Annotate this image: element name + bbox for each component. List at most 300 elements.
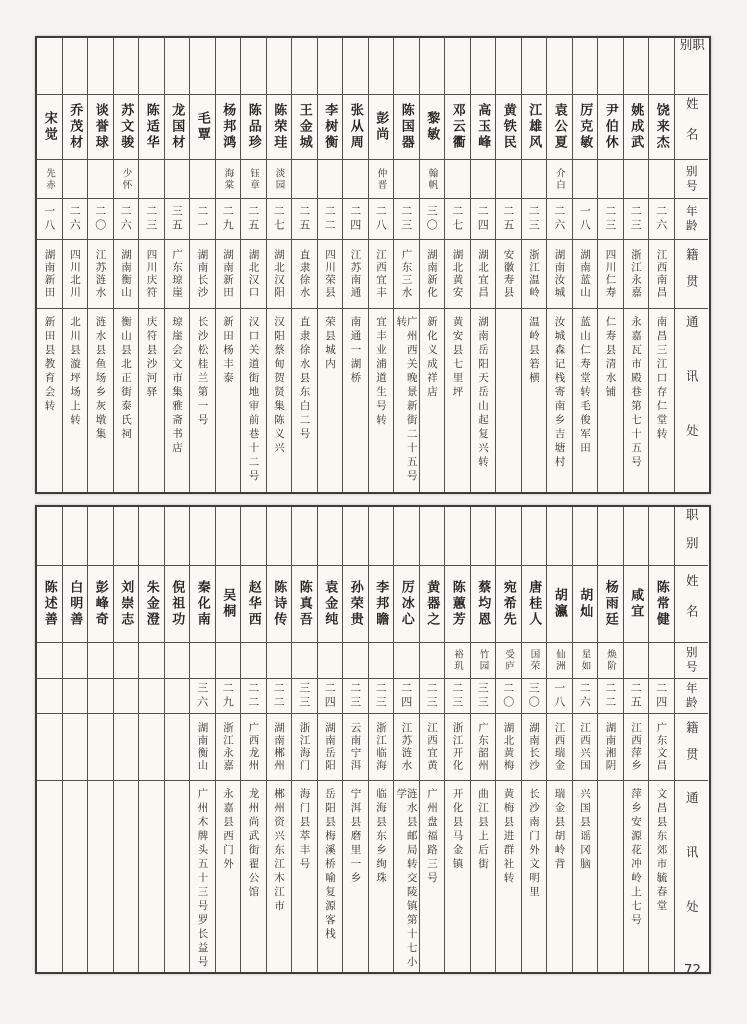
name-cell: 厉冰心 <box>394 566 419 643</box>
zhibie-cell <box>471 507 496 566</box>
zhibie-cell <box>471 38 496 95</box>
age-cell: 二五 <box>292 199 317 240</box>
address-cell <box>88 781 113 972</box>
origin-cell: 四川仁寿 <box>598 240 623 309</box>
name-cell: 袁公夏 <box>547 95 572 160</box>
address-cell: 临海县东乡绚珠 <box>375 788 387 886</box>
hao-cell <box>63 160 88 199</box>
hao-cell <box>37 643 62 679</box>
name-cell: 白明善 <box>63 566 88 643</box>
address-cell: 南通一湖桥 <box>349 316 362 386</box>
address-cell: 新田杨丰泰 <box>222 316 234 386</box>
address-cell: 直隶徐水县东白二号 <box>298 316 311 442</box>
age-cell: 二三 <box>343 679 368 714</box>
age-cell: 一八 <box>547 679 572 714</box>
origin-cell <box>114 714 139 781</box>
origin-cell: 江西萍乡 <box>624 714 649 781</box>
origin-cell: 江苏涟水 <box>394 714 419 781</box>
age-cell <box>114 679 139 714</box>
age-cell: 二二 <box>598 679 623 714</box>
age-cell: 二三 <box>598 199 623 240</box>
name-cell: 邓云衢 <box>445 95 470 160</box>
age-cell: 二四 <box>318 679 343 714</box>
age-cell: 一八 <box>573 199 598 240</box>
age-cell: 二四 <box>649 679 674 714</box>
hao-cell <box>343 643 368 679</box>
hao-cell: 翰帆 <box>420 160 445 199</box>
zhibie-cell <box>522 38 547 95</box>
name-cell: 杨雨廷 <box>598 566 623 643</box>
entry-column <box>623 507 649 972</box>
age-cell: 二八 <box>369 199 394 240</box>
age-cell: 三〇 <box>420 199 445 240</box>
origin-cell: 广东文昌 <box>649 714 674 781</box>
hao-cell <box>139 643 164 679</box>
entry-column <box>342 38 368 492</box>
address-cell: 新田县教育会转 <box>43 316 56 414</box>
address-cell <box>496 309 521 492</box>
name-cell: 赵华西 <box>241 566 266 643</box>
name-cell: 陈常健 <box>649 566 674 643</box>
address-cell: 长沙南门外文明里 <box>528 788 540 900</box>
entry-column <box>189 507 215 972</box>
address-cell: 涟水县鱼场乡灰墩集 <box>94 316 107 442</box>
hao-cell <box>165 160 190 199</box>
name-cell: 江雄风 <box>522 95 547 160</box>
address-cell: 广州西关晚景新街二十五号转 <box>395 316 418 484</box>
zhibie-cell <box>445 38 470 95</box>
address-cell: 广州木牌头五十三号罗长益号 <box>196 788 209 970</box>
entry-column <box>138 507 164 972</box>
origin-cell: 湖南岳阳 <box>318 714 343 781</box>
name-cell: 陈国器 <box>394 95 419 160</box>
origin-cell: 江西宜黄 <box>420 714 445 781</box>
scanned-page <box>35 36 711 974</box>
hao-cell <box>241 643 266 679</box>
origin-cell: 浙江临海 <box>369 714 394 781</box>
origin-cell: 湖南新田 <box>37 240 62 309</box>
address-cell: 长沙松桂兰第一号 <box>196 316 209 428</box>
zhibie-cell <box>496 507 521 566</box>
zhibie-cell <box>114 507 139 566</box>
zhibie-cell <box>343 38 368 95</box>
name-cell: 谈誉球 <box>88 95 113 160</box>
name-cell: 秦化南 <box>190 566 215 643</box>
age-cell: 二九 <box>216 679 241 714</box>
hao-cell <box>267 643 292 679</box>
origin-cell: 湖南蓝山 <box>573 240 598 309</box>
origin-cell: 广东三水 <box>394 240 419 309</box>
origin-cell <box>165 714 190 781</box>
entry-column <box>495 507 521 972</box>
table-separator <box>35 494 711 505</box>
zhibie-cell <box>216 38 241 95</box>
address-cell: 北川县漩坪场上转 <box>69 316 81 428</box>
zhibie-cell <box>369 38 394 95</box>
hao-cell: 仲晋 <box>369 160 394 199</box>
name-cell: 蔡均恩 <box>471 566 496 643</box>
zhibie-cell <box>547 507 572 566</box>
address-cell: 汝城森记栈寄南乡吉塘村 <box>553 316 566 470</box>
hao-cell: 竹园 <box>471 643 496 679</box>
header-hao-label: 别号 <box>675 160 708 199</box>
zhibie-cell <box>649 38 674 95</box>
entry-column <box>317 38 343 492</box>
origin-cell: 江西南昌 <box>649 240 674 309</box>
zhibie-cell <box>649 507 674 566</box>
entry-column <box>648 38 674 492</box>
hao-cell <box>88 160 113 199</box>
name-cell: 杨邦鸿 <box>216 95 241 160</box>
header-address-label: 通讯处 <box>684 791 700 955</box>
age-cell: 二三 <box>369 679 394 714</box>
entry-column <box>419 38 445 492</box>
origin-cell: 浙江永嘉 <box>624 240 649 309</box>
hao-cell: 少怀 <box>114 160 139 199</box>
address-cell: 宜丰业浦道生号转 <box>375 316 387 428</box>
hao-cell <box>190 160 215 199</box>
zhibie-cell <box>573 507 598 566</box>
address-cell <box>37 781 62 972</box>
hao-cell <box>624 160 649 199</box>
address-cell: 瑞金县胡岭背 <box>553 788 566 872</box>
address-cell: 文昌县东郊市毓春堂 <box>655 788 668 914</box>
address-cell: 仁寿县清水铺 <box>604 316 617 400</box>
zhibie-cell <box>190 38 215 95</box>
zhibie-cell <box>190 507 215 566</box>
origin-cell: 湖北汉阳 <box>267 240 292 309</box>
origin-cell: 四川北川 <box>63 240 88 309</box>
address-cell <box>114 781 139 972</box>
origin-cell: 广东韶州 <box>471 714 496 781</box>
name-cell: 高玉峰 <box>471 95 496 160</box>
hao-cell <box>394 643 419 679</box>
name-cell: 李邦瞻 <box>369 566 394 643</box>
address-cell <box>598 781 623 972</box>
name-cell: 陈荣珪 <box>267 95 292 160</box>
hao-cell <box>598 160 623 199</box>
entry-column <box>470 38 496 492</box>
zhibie-cell <box>267 507 292 566</box>
zhibie-cell <box>88 38 113 95</box>
age-cell: 二〇 <box>88 199 113 240</box>
hao-cell: 海棠 <box>216 160 241 199</box>
zhibie-cell <box>624 38 649 95</box>
zhibie-cell <box>63 38 88 95</box>
age-cell: 二五 <box>496 199 521 240</box>
entry-column <box>623 38 649 492</box>
entry-column <box>546 38 572 492</box>
address-cell: 龙州尚武街翟公馆 <box>247 788 260 900</box>
entry-column <box>317 507 343 972</box>
zhibie-cell <box>292 507 317 566</box>
age-cell: 二九 <box>216 199 241 240</box>
hao-cell <box>139 160 164 199</box>
origin-cell: 湖北黄安 <box>445 240 470 309</box>
hao-cell <box>496 160 521 199</box>
age-cell: 二四 <box>471 199 496 240</box>
name-cell: 乔茂材 <box>63 95 88 160</box>
hao-cell <box>292 160 317 199</box>
address-cell: 南昌三江口存仁堂转 <box>655 316 668 442</box>
age-cell: 二三 <box>139 199 164 240</box>
name-cell: 苏文骏 <box>114 95 139 160</box>
age-cell: 二二 <box>318 199 343 240</box>
entry-column <box>368 507 394 972</box>
entry-column <box>572 38 598 492</box>
address-cell: 兴国县谣冈脑 <box>579 788 591 872</box>
name-cell: 毛覃 <box>190 95 215 160</box>
zhibie-cell <box>573 38 598 95</box>
zhibie-cell <box>267 38 292 95</box>
name-cell: 袁金纯 <box>318 566 343 643</box>
address-cell: 永嘉瓦市殿巷第七十五号 <box>630 316 642 470</box>
page-number: 72 <box>683 962 701 978</box>
header-hao-label: 别号 <box>675 643 708 679</box>
hao-cell: 国荣 <box>522 643 547 679</box>
origin-cell: 浙江海门 <box>292 714 317 781</box>
zhibie-cell <box>165 38 190 95</box>
hao-cell <box>114 643 139 679</box>
age-cell: 二〇 <box>496 679 521 714</box>
zhibie-cell <box>598 507 623 566</box>
entry-column <box>393 38 419 492</box>
hao-cell <box>292 643 317 679</box>
entry-column <box>87 507 113 972</box>
header-name-label: 姓名 <box>675 95 708 160</box>
origin-cell: 江西兴国 <box>573 714 598 781</box>
header-address-label: 通讯处 <box>684 315 700 479</box>
age-cell <box>63 679 88 714</box>
name-cell: 陈品珍 <box>241 95 266 160</box>
zhibie-cell <box>369 507 394 566</box>
header-origin-label: 籍贯 <box>675 240 708 309</box>
entry-column <box>470 507 496 972</box>
entry-column <box>113 507 139 972</box>
name-cell: 张从周 <box>343 95 368 160</box>
entry-column <box>342 507 368 972</box>
zhibie-cell <box>420 38 445 95</box>
age-cell: 二三 <box>445 679 470 714</box>
entry-column <box>215 38 241 492</box>
zhibie-cell <box>547 38 572 95</box>
origin-cell: 湖南长沙 <box>522 714 547 781</box>
header-zhibie-label: 职别 <box>675 38 708 95</box>
name-cell: 陈诗传 <box>267 566 292 643</box>
age-cell: 二四 <box>394 679 419 714</box>
name-cell: 胡灿 <box>573 566 598 643</box>
entry-column <box>291 507 317 972</box>
zhibie-cell <box>88 507 113 566</box>
zhibie-cell <box>241 38 266 95</box>
age-cell: 三五 <box>165 199 190 240</box>
entry-column <box>597 38 623 492</box>
hao-cell <box>369 643 394 679</box>
name-cell: 孙荣贵 <box>343 566 368 643</box>
origin-cell: 浙江开化 <box>445 714 470 781</box>
origin-cell <box>88 714 113 781</box>
zhibie-cell <box>114 38 139 95</box>
address-cell: 汉口关道街地审前巷十二号 <box>247 316 260 484</box>
origin-cell: 湖南衡山 <box>114 240 139 309</box>
age-cell <box>88 679 113 714</box>
entry-column <box>444 507 470 972</box>
hao-cell: 钰章 <box>241 160 266 199</box>
entry-column <box>521 38 547 492</box>
hao-cell <box>318 643 343 679</box>
zhibie-cell <box>37 507 62 566</box>
origin-cell <box>63 714 88 781</box>
age-cell: 二六 <box>573 679 598 714</box>
hao-cell <box>88 643 113 679</box>
origin-cell: 湖南新化 <box>420 240 445 309</box>
entry-column <box>572 507 598 972</box>
name-cell: 李树衡 <box>318 95 343 160</box>
entry-column <box>37 507 62 972</box>
name-cell: 唐桂人 <box>522 566 547 643</box>
header-origin-label: 籍贯 <box>675 714 708 781</box>
header-age-label: 年龄 <box>675 199 708 240</box>
zhibie-cell <box>292 38 317 95</box>
age-cell <box>37 679 62 714</box>
address-cell: 广州盘福路三号 <box>426 788 438 886</box>
name-cell: 宋觉 <box>37 95 62 160</box>
zhibie-cell <box>624 507 649 566</box>
origin-cell: 湖南湘阴 <box>598 714 623 781</box>
address-cell: 郴州资兴东江木江市 <box>273 788 285 914</box>
entry-column <box>62 507 88 972</box>
age-cell: 二六 <box>114 199 139 240</box>
entry-column <box>113 38 139 492</box>
hao-cell <box>471 160 496 199</box>
origin-cell: 湖南长沙 <box>190 240 215 309</box>
zhibie-cell <box>318 507 343 566</box>
address-cell: 曲江县上后街 <box>477 788 489 872</box>
age-cell: 三六 <box>190 679 215 714</box>
origin-cell: 湖南衡山 <box>190 714 215 781</box>
age-cell: 二七 <box>267 199 292 240</box>
zhibie-cell <box>394 507 419 566</box>
address-cell <box>165 781 190 972</box>
entry-column <box>215 507 241 972</box>
entry-column <box>240 507 266 972</box>
age-cell: 二二 <box>241 679 266 714</box>
entry-column <box>138 38 164 492</box>
origin-cell: 浙江温岭 <box>522 240 547 309</box>
age-cell: 二一 <box>190 199 215 240</box>
address-cell: 湖南岳阳天岳山起复兴转 <box>477 316 489 470</box>
origin-cell: 江西瑞金 <box>547 714 572 781</box>
address-cell: 永嘉县西门外 <box>222 788 234 872</box>
hao-cell <box>522 160 547 199</box>
zhibie-cell <box>394 38 419 95</box>
entry-column <box>495 38 521 492</box>
name-cell: 朱金澄 <box>139 566 164 643</box>
address-cell: 黄梅县进群社转 <box>502 788 515 886</box>
zhibie-cell <box>139 38 164 95</box>
entry-column <box>266 507 292 972</box>
entry-column <box>164 38 190 492</box>
zhibie-cell <box>216 507 241 566</box>
hao-cell <box>649 160 674 199</box>
age-cell: 二三 <box>420 679 445 714</box>
zhibie-cell <box>598 38 623 95</box>
hao-cell <box>63 643 88 679</box>
entry-column <box>368 38 394 492</box>
zhibie-cell <box>522 507 547 566</box>
origin-cell: 浙江永嘉 <box>216 714 241 781</box>
address-cell: 蓝山仁寿堂转毛俊军田 <box>579 316 591 456</box>
name-cell: 彭峰奇 <box>88 566 113 643</box>
hao-cell <box>624 643 649 679</box>
origin-cell: 江苏涟水 <box>88 240 113 309</box>
roster-table-top <box>35 36 711 494</box>
origin-cell: 安徽寿县 <box>496 240 521 309</box>
entry-column <box>546 507 572 972</box>
entry-column <box>521 507 547 972</box>
age-cell: 二三 <box>522 199 547 240</box>
age-cell: 二五 <box>624 679 649 714</box>
hao-cell: 介白 <box>547 160 572 199</box>
hao-cell: 裕玑 <box>445 643 470 679</box>
name-cell: 王金城 <box>292 95 317 160</box>
hao-cell <box>190 643 215 679</box>
entry-column <box>266 38 292 492</box>
origin-cell: 湖北汉口 <box>241 240 266 309</box>
name-cell: 陈适华 <box>139 95 164 160</box>
origin-cell: 湖南新田 <box>216 240 241 309</box>
hao-cell <box>573 160 598 199</box>
age-cell: 二五 <box>241 199 266 240</box>
age-cell: 三三 <box>471 679 496 714</box>
header-zhibie-label: 职别 <box>675 507 708 566</box>
address-cell: 海门县萃丰号 <box>298 788 311 872</box>
zhibie-cell <box>318 38 343 95</box>
address-cell: 黄安县七里坪 <box>451 316 464 400</box>
address-cell: 萍乡安源花冲岭上七号 <box>630 788 642 928</box>
name-cell: 咸宜 <box>624 566 649 643</box>
zhibie-cell <box>37 38 62 95</box>
hao-cell: 受庐 <box>496 643 521 679</box>
hao-cell <box>649 643 674 679</box>
address-cell <box>63 781 88 972</box>
zhibie-cell <box>343 507 368 566</box>
name-cell: 龙国材 <box>165 95 190 160</box>
address-cell: 温岭县箬横 <box>528 316 540 386</box>
zhibie-cell <box>139 507 164 566</box>
address-cell: 涟水县邮局转交陵镇第十七小学 <box>395 788 418 970</box>
hao-cell <box>318 160 343 199</box>
hao-cell <box>343 160 368 199</box>
age-cell <box>165 679 190 714</box>
entry-column <box>648 507 674 972</box>
origin-cell: 湖北宜昌 <box>471 240 496 309</box>
address-cell: 衡山县北正街泰氏祠 <box>120 316 132 442</box>
hao-cell <box>165 643 190 679</box>
hao-cell <box>420 643 445 679</box>
address-cell: 新化义成祥店 <box>426 316 438 400</box>
hao-cell: 星如 <box>573 643 598 679</box>
age-cell: 二七 <box>445 199 470 240</box>
address-cell: 庆符县沙河驿 <box>145 316 158 400</box>
name-cell: 饶来杰 <box>649 95 674 160</box>
origin-cell: 湖南郴州 <box>267 714 292 781</box>
address-cell: 宁洱县磨里一乡 <box>349 788 362 886</box>
hao-cell <box>216 643 241 679</box>
address-cell: 荣县城内 <box>324 316 336 372</box>
origin-cell: 江苏南通 <box>343 240 368 309</box>
entry-column <box>597 507 623 972</box>
